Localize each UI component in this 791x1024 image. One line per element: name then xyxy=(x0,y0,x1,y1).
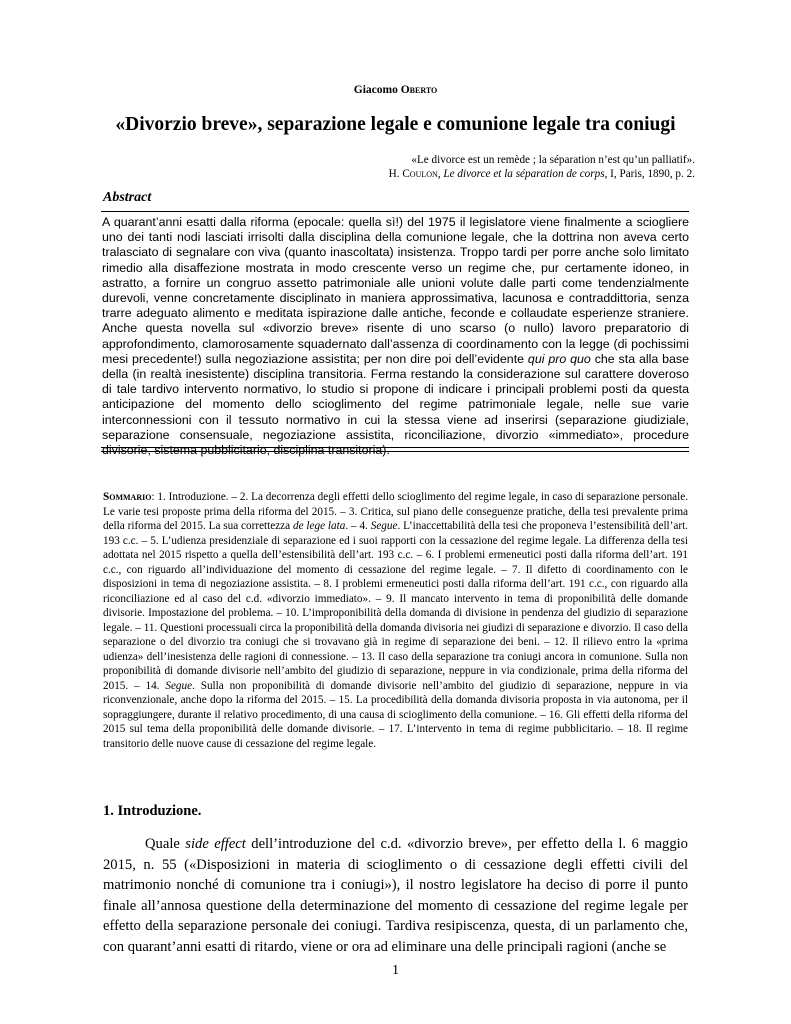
abstract-bottom-rule-double xyxy=(101,451,689,452)
summary-label: Sommario xyxy=(103,491,152,503)
summary-text-part3: . L’inaccettabilità della tesi che proponeva l’estensibilità dell’art. 193 c.c. – 5. L’udienza presidenziale di separazione ed i suoi rapporti con la cessazione del regime legale. La differenza della tesi adottata nel 2015 rispetto a quella dell’estensibilità dell’art. 193 c.c. – 6. I problemi ermeneutici posti dalla riforma dell’art. 191 c.c., con riguardo all’individuazione del momento di cessazione del regime legale. – 7. Il difetto di coordinamento con le disposizioni in tema di negoziazione assistita. – 8. I problemi ermeneutici posti dalla riforma dell’art. 191 c.c., con riguardo alla riconciliazione ed al caso del c.d. «divorzio immediato». – 9. Il mancato intervento in tema di proponibilità delle domande divisorie. Impostazione del problema. – 10. L’improponibilità della domanda di divisione in pendenza del giudizio di separazione legale. – 11. Questioni processuali circa la proponibilità della domanda divisoria nei giudizi di separazione e divorzio. Il caso della separazione o del divorzio tra coniugi che si trovavano già in regime di separazione dei beni. – 12. Il rilievo entro la «prima udienza» dell’inesistenza delle ragioni di connessione. – 13. Il caso della separazione tra coniugi ancora in comunione. Sulla non proponibilità di domande divisorie nell’ambito del giudizio di separazione, neppure in via condizionale, prima della riforma del 2015. – 14. xyxy=(103,520,688,692)
author-last-name: Oberto xyxy=(400,84,438,96)
epigraph xyxy=(389,153,695,181)
summary-text-part4: . Sulla non proponibilità di domande divisorie nell’ambito del giudizio di separazione, neppure in via riconvenzionale, anche dopo la riforma del 2015. – 15. La procedibilità della domanda divisoria proposta in via autonoma, per il sopraggiungere, durante il relativo procedimento, di una causa di scioglimento della comunione. – 16. Gli effetti della riforma del 2015 sul tema della proponibilità delle domande divisorie. – 17. L’intervento in tema di regime pubblicitario. – 18. Il regime transitorio delle nuove cause di cessazione del regime legale. xyxy=(103,679,688,750)
summary-text-part2: . – 4. xyxy=(345,520,371,532)
page-number: 1 xyxy=(392,963,399,978)
epigraph-details: , I, Paris, 1890, p. 2. xyxy=(604,168,695,180)
abstract-text-part2: che sta alla base della (in realtà inesistente) disciplina transitoria. Ferma restando la considerazione sul carattere doveroso di tale tardivo intervento normativo, lo studio si propone di indicare i principali problemi posti da questa anticipazione del momento dello scioglimento del regime patrimoniale legale, nelle sue varie interconnessioni con il tessuto normativo in cui la stessa viene ad inserirsi (separazione giudiziale, separazione consensuale, negoziazione assistita, riconciliazione, divorzio «immediato», procedure divisorie, sistema pubblicitario, disciplina transitoria). xyxy=(102,351,689,458)
summary xyxy=(103,490,688,751)
abstract-italic: qui pro quo xyxy=(527,351,591,366)
body-paragraph xyxy=(103,834,688,958)
epigraph-quote: «Le divorce est un remède ; la séparation n’est qu’un palliatif». xyxy=(411,154,695,166)
abstract-text-part1: A quarant’anni esatti dalla riforma (epocale: quella sì!) del 1975 il legislatore viene finalmente a sciogliere uno dei tanti nodi lasciati irrisolti dalla disciplina della comunione legale, che la dottrina non aveva certo tralasciato di segnalare con viva (quanto inascoltata) insistenza. Troppo tardi per porre anche solo limitato rimedio alla disaffezione mostrata in modo crescente verso un regime che, pur certamente idoneo, in astratto, a fornire un congruo assetto patrimoniale alle unioni volute dalle parti come tendenzialmente durevoli, venne concretamente disciplinato in maniera approssimativa, lacunosa e contraddittoria, senza trarre adeguato alimento e meditata ispirazione dalle antiche, feconde e collaudate esperienze straniere. Anche questa novella sul «divorzio breve» risente di uno scarso (o nullo) lavoro preparatorio di approfondimento, clamorosamente squadernato dall’assenza di coordinamento con la legge (di pochissimi mesi precedente!) sulla negoziazione assistita; per non dire poi dell’evidente xyxy=(102,215,689,366)
abstract-bottom-rule xyxy=(101,447,689,448)
epigraph-attribution: H. Coulon, Le divorce et la séparation de corps, I, Paris, 1890, p. 2. xyxy=(388,168,695,180)
epigraph-author: Coulon xyxy=(402,168,438,180)
author-first-name: Giacomo xyxy=(353,84,398,96)
body-italic: side effect xyxy=(185,836,246,852)
paper-title: «Divorzio breve», separazione legale e comunione legale tra coniugi xyxy=(115,114,676,135)
abstract-text xyxy=(102,215,689,458)
summary-text-part1: : 1. Introduzione. – 2. La decorrenza degli effetti dello scioglimento del regime legale, in caso di separazione personale. Le varie tesi proposte prima della riforma del 2015. – 3. Critica, sul piano delle conseguenze pratiche, della tesi prevalente prima della riforma del 2015. La sua correttezza xyxy=(103,491,688,532)
summary-italic2: Segue xyxy=(370,520,398,532)
abstract-top-rule xyxy=(101,211,689,212)
section-heading: 1. Introduzione. xyxy=(103,803,202,819)
author-name xyxy=(0,84,791,96)
summary-italic3: Segue xyxy=(165,679,193,692)
epigraph-work: Le divorce et la séparation de corps xyxy=(443,168,605,180)
body-text-part1: Quale xyxy=(145,836,186,852)
epigraph-initial: H. xyxy=(388,168,403,180)
body-text-part2: dell’introduzione del c.d. «divorzio breve», per effetto della l. 6 maggio 2015, n. 55 («Disposizioni in materia di scioglimento o di cessazione degli effetti civili del matrimonio nonché di comunione tra i coniugi»), il nostro legislatore ha deciso di porre il punto finale all’annosa questione della determinazione del momento di cessazione del regime legale per effetto della separazione personale dei coniugi. Tardiva resipiscenza, questa, di un parlamento che, con quarant’anni esatti di ritardo, viene or ora ad eliminare una delle principali ragioni (anche se xyxy=(103,836,688,955)
summary-italic1: de lege lata xyxy=(292,520,346,532)
abstract-heading: Abstract xyxy=(103,190,152,205)
